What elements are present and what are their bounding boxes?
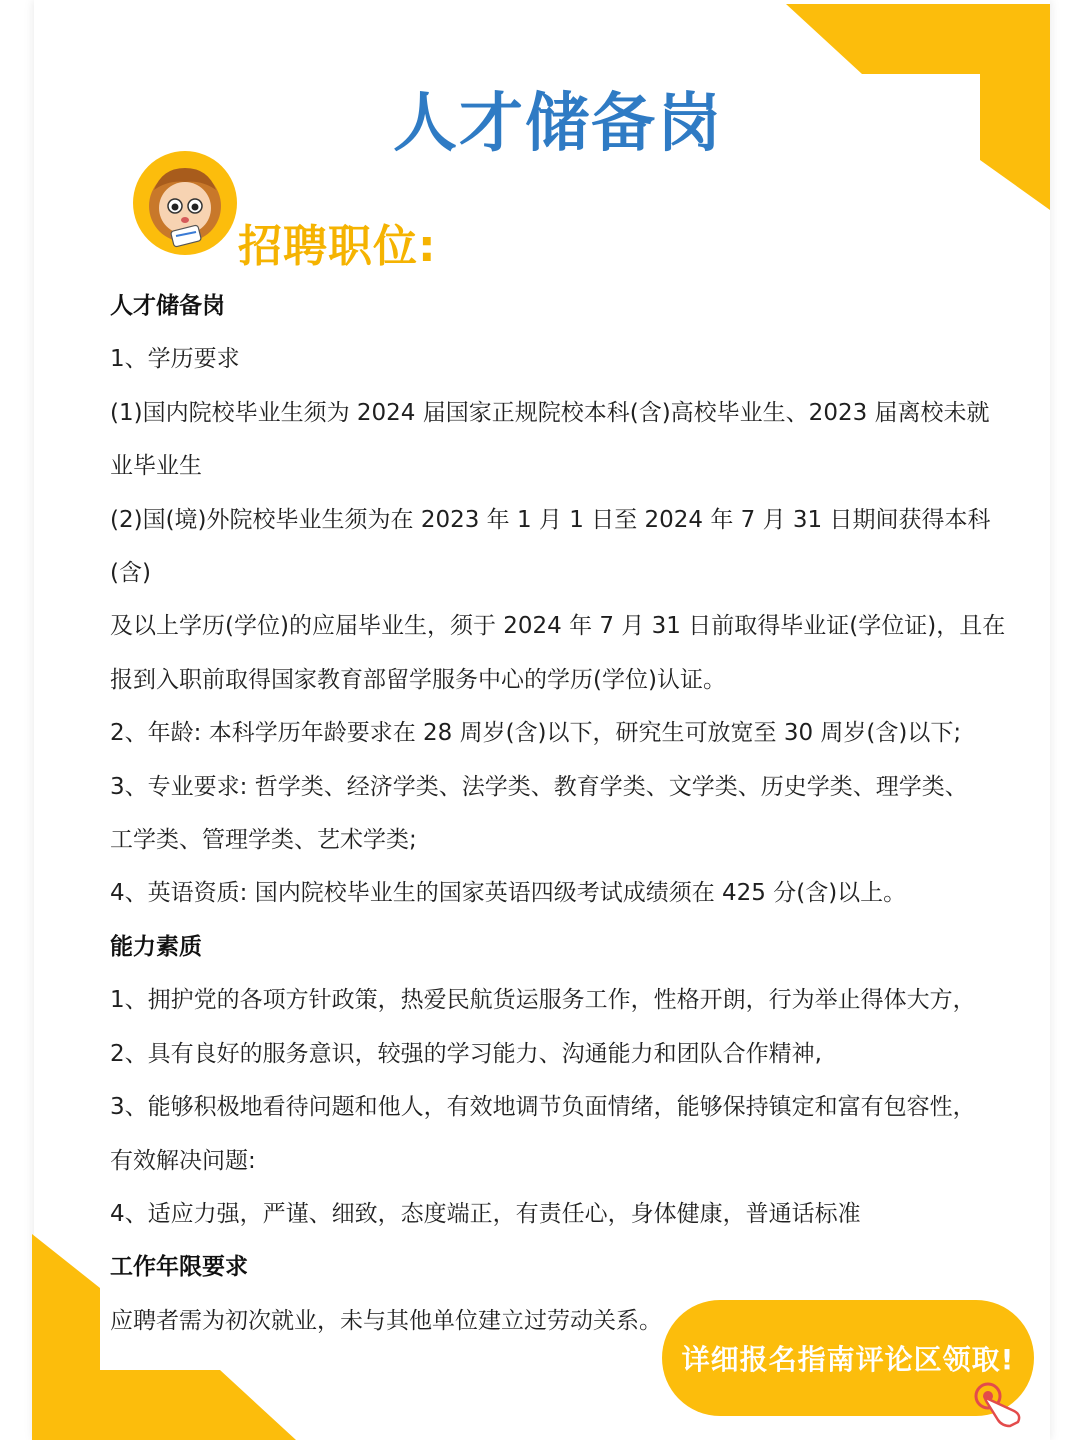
paragraph: 3、能够积极地看待问题和他人，有效地调节负面情绪，能够保持镇定和富有包容性，: [110, 1094, 976, 1121]
paragraph: 报到入职前取得国家教育部留学服务中心的学历(学位)认证。: [110, 666, 726, 693]
paragraph: (2)国(境)外院校毕业生须为在 2023 年 1 月 1 日至 2024 年 7 月 31 日期间获得本科(含): [110, 506, 991, 587]
lion-mascot-icon: [132, 150, 238, 256]
subheading-position: 人才储备岗: [110, 293, 225, 319]
job-description: [110, 280, 1020, 1348]
paragraph: 2、具有良好的服务意识，较强的学习能力、沟通能力和团队合作精神,: [110, 1040, 822, 1067]
paragraph: 及以上学历(学位)的应届毕业生，须于 2024 年 7 月 31 日前取得毕业证(学位证)，且在: [110, 613, 1006, 640]
paragraph: 工学类、管理学类、艺术学类;: [110, 827, 417, 854]
paragraph: 4、适应力强，严谨、细致，态度端正，有责任心，身体健康，普通话标准: [110, 1200, 861, 1227]
paragraph: 应聘者需为初次就业，未与其他单位建立过劳动关系。: [110, 1307, 662, 1334]
section-heading: 招聘职位:: [238, 221, 437, 272]
paragraph: 1、学历要求: [110, 346, 240, 373]
paragraph: 有效解决问题:: [110, 1147, 256, 1174]
paragraph: 1、拥护党的各项方针政策，热爱民航货运服务工作，性格开朗，行为举止得体大方，: [110, 987, 976, 1014]
paragraph: 4、英语资质: 国内院校毕业生的国家英语四级考试成绩须在 425 分(含)以上。: [110, 880, 907, 907]
paragraph: (1)国内院校毕业生须为 2024 届国家正规院校本科(含)高校毕业生、2023 届离校未就: [110, 399, 990, 426]
subheading-ability: 能力素质: [110, 933, 202, 960]
signup-guide-label: 详细报名指南评论区领取!: [681, 1343, 1015, 1376]
paragraph: 2、年龄: 本科学历年龄要求在 28 周岁(含)以下，研究生可放宽至 30 周岁(含)以下;: [110, 720, 962, 747]
pointing-hand-icon: [972, 1380, 1030, 1428]
paragraph: 3、专业要求: 哲学类、经济学类、法学类、教育学类、文学类、历史学类、理学类、: [110, 773, 968, 800]
paragraph: 业毕业生: [110, 453, 202, 480]
subheading-experience: 工作年限要求: [110, 1254, 248, 1281]
page-title: 人才储备岗: [393, 87, 723, 161]
